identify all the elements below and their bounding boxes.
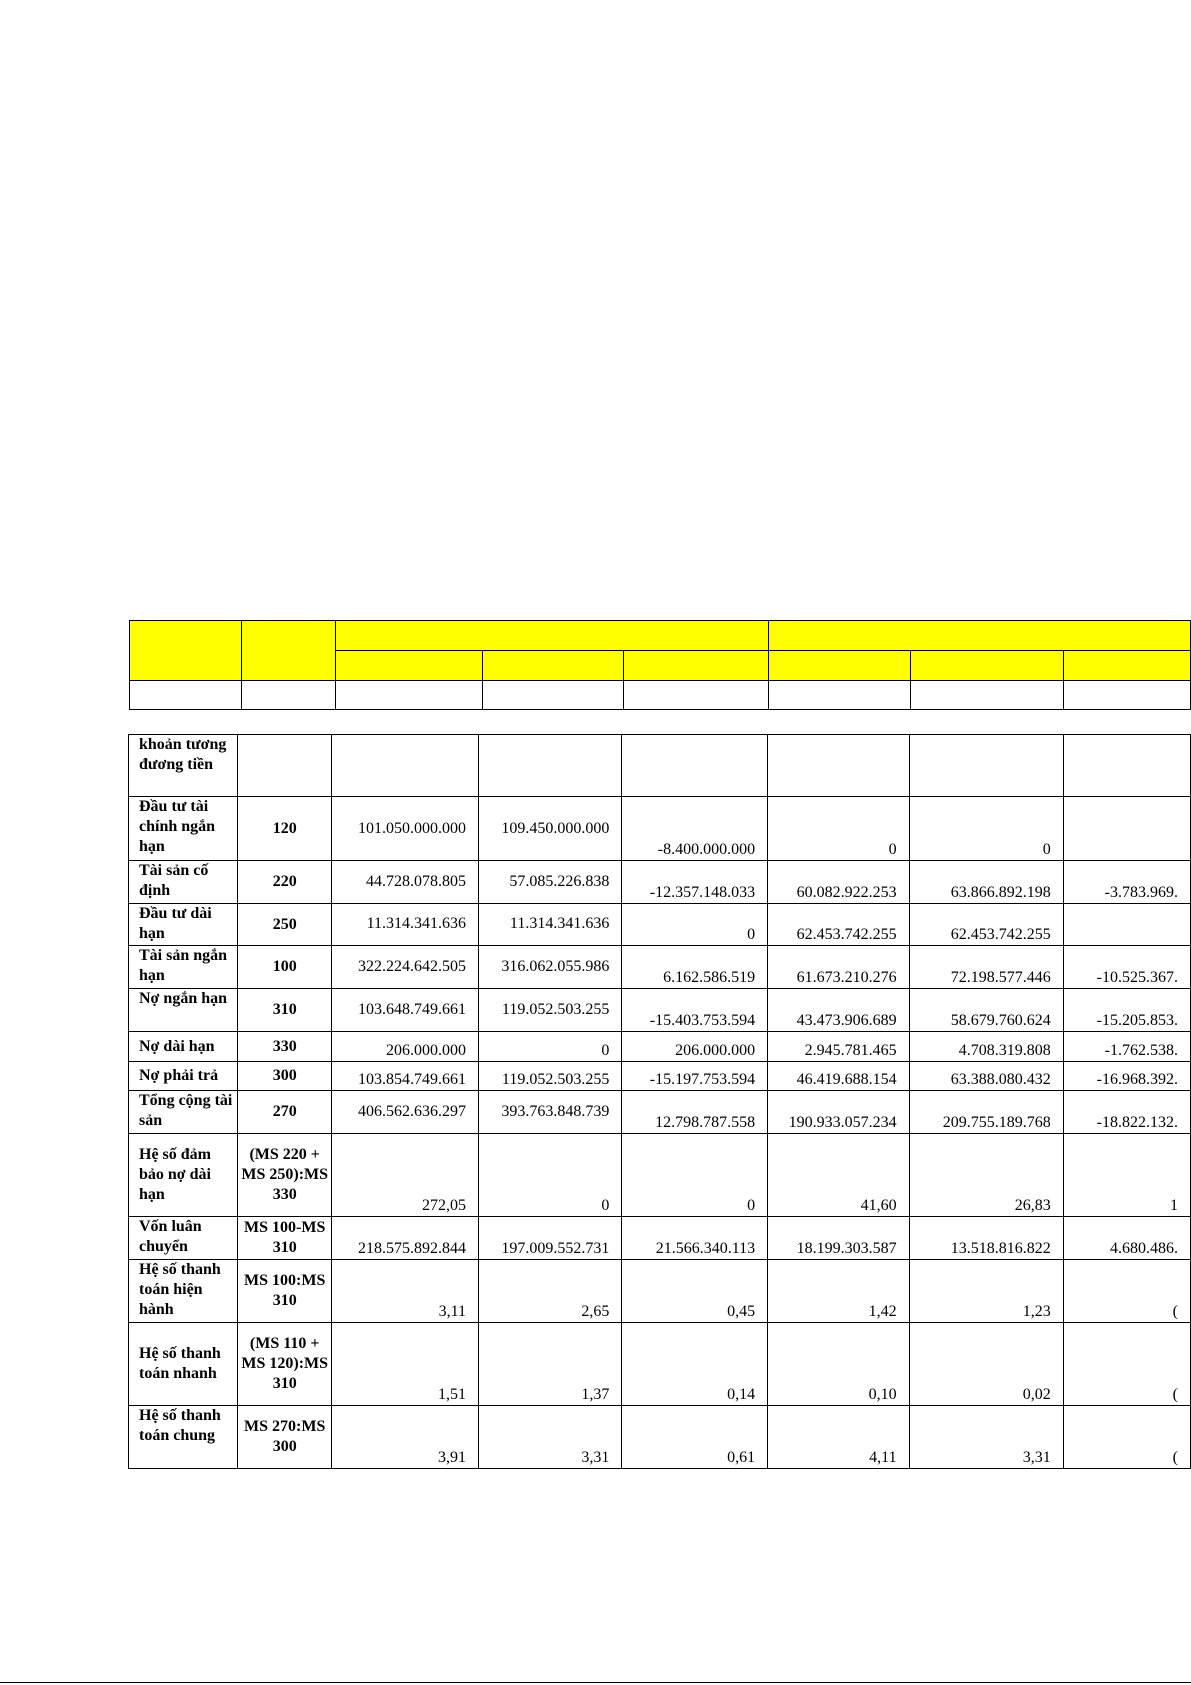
header-subcell	[624, 651, 769, 681]
header-blank-cell	[624, 681, 769, 710]
row-label: Tổng cộng tài sản	[129, 1091, 238, 1134]
row-label: Đầu tư dài hạn	[129, 904, 238, 946]
row-label: Hệ số đảm bảo nợ dài hạn	[129, 1134, 238, 1217]
value-cell: 4,11	[768, 1406, 909, 1469]
row-code: 330	[238, 1032, 332, 1062]
value-cell: 322.224.642.505	[332, 946, 479, 989]
value-cell: 12.798.787.558	[622, 1091, 768, 1134]
value-cell	[1063, 904, 1190, 946]
table-row	[129, 1134, 1191, 1217]
row-label: Hệ số thanh toán chung	[129, 1406, 238, 1469]
header-subcell	[910, 651, 1063, 681]
financial-ratio-table	[128, 734, 1191, 1469]
value-cell: 4.708.319.808	[909, 1032, 1063, 1062]
row-code: 220	[238, 861, 332, 904]
row-code	[238, 735, 332, 797]
value-cell: 393.763.848.739	[479, 1091, 622, 1134]
value-cell: 62.453.742.255	[768, 904, 909, 946]
value-cell: 3,91	[332, 1406, 479, 1469]
table-row	[129, 1406, 1191, 1469]
table-row	[129, 797, 1191, 861]
value-cell: -15.197.753.594	[622, 1062, 768, 1091]
value-cell: 0,61	[622, 1406, 768, 1469]
row-code: 250	[238, 904, 332, 946]
value-cell: -15.205.853.	[1063, 989, 1190, 1032]
value-cell: 21.566.340.113	[622, 1217, 768, 1260]
table-row	[129, 989, 1191, 1032]
table-row	[129, 861, 1191, 904]
value-cell: 3,31	[909, 1406, 1063, 1469]
value-cell: -3.783.969.	[1063, 861, 1190, 904]
row-code: (MS 110 + MS 120):MS 310	[238, 1323, 332, 1406]
value-cell: 0	[479, 1032, 622, 1062]
row-code: 310	[238, 989, 332, 1032]
value-cell: 197.009.552.731	[479, 1217, 622, 1260]
row-label: Tài sản ngắn hạn	[129, 946, 238, 989]
table-row	[129, 1062, 1191, 1091]
header-blank-cell	[769, 681, 910, 710]
value-cell: (	[1063, 1323, 1190, 1406]
value-cell: 41,60	[768, 1134, 909, 1217]
header-subcell	[769, 651, 910, 681]
value-cell	[1063, 797, 1190, 861]
value-cell	[1063, 735, 1190, 797]
table-row	[129, 1260, 1191, 1323]
value-cell: 206.000.000	[332, 1032, 479, 1062]
value-cell: 11.314.341.636	[479, 904, 622, 946]
table-row	[129, 1091, 1191, 1134]
value-cell: 13.518.816.822	[909, 1217, 1063, 1260]
value-cell: 218.575.892.844	[332, 1217, 479, 1260]
row-label: Tài sản cố định	[129, 861, 238, 904]
value-cell: (	[1063, 1406, 1190, 1469]
value-cell: 190.933.057.234	[768, 1091, 909, 1134]
value-cell: 2,65	[479, 1260, 622, 1323]
header-cell-label	[130, 621, 242, 681]
page-footer-rule	[0, 1682, 1191, 1683]
value-cell: 0,45	[622, 1260, 768, 1323]
value-cell: 0	[768, 797, 909, 861]
value-cell: 1	[1063, 1134, 1190, 1217]
value-cell: 18.199.303.587	[768, 1217, 909, 1260]
value-cell: 26,83	[909, 1134, 1063, 1217]
row-code: MS 270:MS 300	[238, 1406, 332, 1469]
value-cell: -1.762.538.	[1063, 1032, 1190, 1062]
value-cell: 60.082.922.253	[768, 861, 909, 904]
table-row	[129, 904, 1191, 946]
value-cell: 62.453.742.255	[909, 904, 1063, 946]
value-cell: 119.052.503.255	[479, 989, 622, 1032]
value-cell: 209.755.189.768	[909, 1091, 1063, 1134]
value-cell: 43.473.906.689	[768, 989, 909, 1032]
row-label: Nợ phải trả	[129, 1062, 238, 1091]
value-cell: 0,02	[909, 1323, 1063, 1406]
header-subcell	[335, 651, 482, 681]
header-blank-cell	[1063, 681, 1191, 710]
value-cell: 72.198.577.446	[909, 946, 1063, 989]
value-cell: 1,37	[479, 1323, 622, 1406]
value-cell: 0,10	[768, 1323, 909, 1406]
value-cell: 61.673.210.276	[768, 946, 909, 989]
row-code: MS 100:MS 310	[238, 1260, 332, 1323]
table-row	[129, 946, 1191, 989]
header-blank-cell	[335, 681, 482, 710]
value-cell	[622, 735, 768, 797]
value-cell: -12.357.148.033	[622, 861, 768, 904]
value-cell: 1,23	[909, 1260, 1063, 1323]
value-cell: 1,51	[332, 1323, 479, 1406]
value-cell: 0	[622, 1134, 768, 1217]
value-cell: 103.854.749.661	[332, 1062, 479, 1091]
value-cell: -8.400.000.000	[622, 797, 768, 861]
row-code: 270	[238, 1091, 332, 1134]
value-cell: -18.822.132.	[1063, 1091, 1190, 1134]
table-header	[129, 620, 1191, 710]
header-blank-cell	[241, 681, 335, 710]
value-cell: 0	[909, 797, 1063, 861]
header-cell-code	[241, 621, 335, 681]
value-cell: 0,14	[622, 1323, 768, 1406]
value-cell: 0	[622, 904, 768, 946]
table-row	[129, 1032, 1191, 1062]
table-row	[129, 1323, 1191, 1406]
value-cell: 103.648.749.661	[332, 989, 479, 1032]
row-code: 120	[238, 797, 332, 861]
value-cell: 272,05	[332, 1134, 479, 1217]
row-code: 300	[238, 1062, 332, 1091]
value-cell: 46.419.688.154	[768, 1062, 909, 1091]
row-label: khoản tương đương tiền	[129, 735, 238, 797]
table-row	[129, 1217, 1191, 1260]
header-blank-cell	[483, 681, 624, 710]
value-cell: 1,42	[768, 1260, 909, 1323]
header-group-1	[335, 621, 768, 651]
value-cell: -16.968.392.	[1063, 1062, 1190, 1091]
header-subcell	[483, 651, 624, 681]
value-cell: 44.728.078.805	[332, 861, 479, 904]
value-cell: 119.052.503.255	[479, 1062, 622, 1091]
value-cell: 63.388.080.432	[909, 1062, 1063, 1091]
value-cell: 0	[479, 1134, 622, 1217]
header-blank-cell	[130, 681, 242, 710]
table-row	[129, 735, 1191, 797]
row-code: MS 100-MS 310	[238, 1217, 332, 1260]
value-cell: 4.680.486.	[1063, 1217, 1190, 1260]
value-cell: 11.314.341.636	[332, 904, 479, 946]
row-label: Nợ ngắn hạn	[129, 989, 238, 1032]
value-cell: 316.062.055.986	[479, 946, 622, 989]
value-cell: 3,31	[479, 1406, 622, 1469]
value-cell: 6.162.586.519	[622, 946, 768, 989]
value-cell: (	[1063, 1260, 1190, 1323]
value-cell: 57.085.226.838	[479, 861, 622, 904]
value-cell	[768, 735, 909, 797]
row-code: (MS 220 + MS 250):MS 330	[238, 1134, 332, 1217]
row-label: Vốn luân chuyển	[129, 1217, 238, 1260]
value-cell: 3,11	[332, 1260, 479, 1323]
value-cell: 58.679.760.624	[909, 989, 1063, 1032]
row-code: 100	[238, 946, 332, 989]
value-cell: 63.866.892.198	[909, 861, 1063, 904]
value-cell: 109.450.000.000	[479, 797, 622, 861]
value-cell: 406.562.636.297	[332, 1091, 479, 1134]
value-cell: -15.403.753.594	[622, 989, 768, 1032]
value-cell: 2.945.781.465	[768, 1032, 909, 1062]
value-cell	[332, 735, 479, 797]
value-cell: -10.525.367.	[1063, 946, 1190, 989]
row-label: Đầu tư tài chính ngắn hạn	[129, 797, 238, 861]
value-cell	[479, 735, 622, 797]
row-label: Nợ dài hạn	[129, 1032, 238, 1062]
value-cell	[909, 735, 1063, 797]
header-group-2	[769, 621, 1191, 651]
row-label: Hệ số thanh toán hiện hành	[129, 1260, 238, 1323]
header-subcell	[1063, 651, 1191, 681]
value-cell: 101.050.000.000	[332, 797, 479, 861]
value-cell: 206.000.000	[622, 1032, 768, 1062]
header-blank-cell	[910, 681, 1063, 710]
row-label: Hệ số thanh toán nhanh	[129, 1323, 238, 1406]
